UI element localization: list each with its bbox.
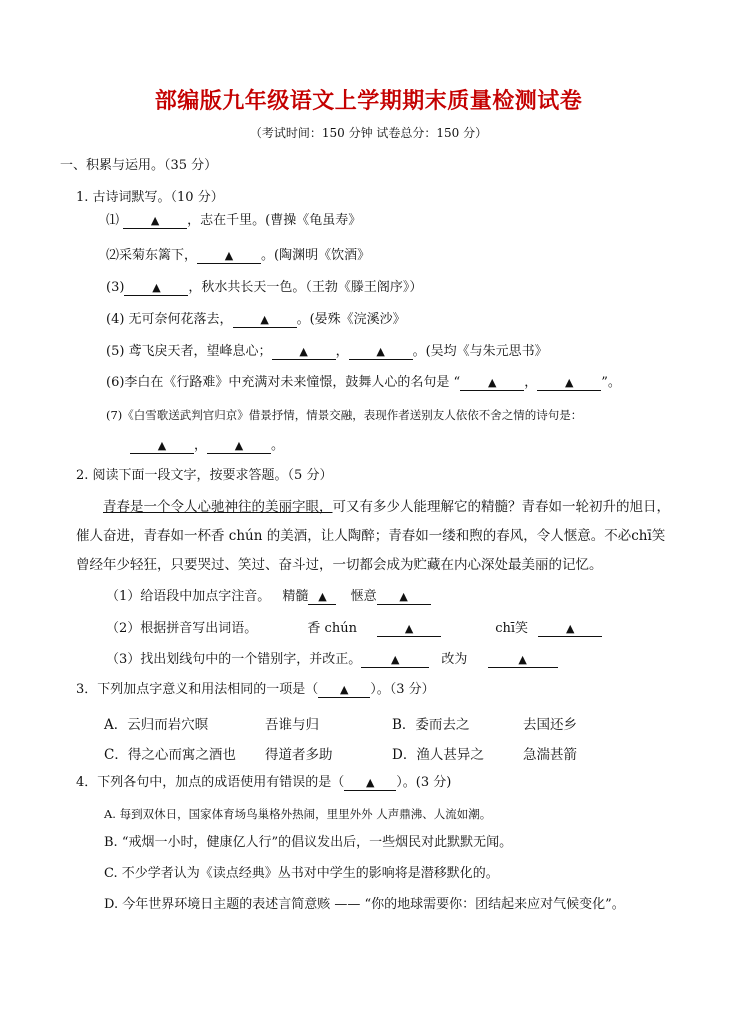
answer-blank[interactable] bbox=[308, 589, 336, 605]
q3-option-d: D．渔人甚异之 bbox=[392, 747, 484, 763]
q2-sub3 bbox=[106, 651, 558, 669]
q1-item-5-mid: ， bbox=[335, 344, 349, 359]
q4-option-c: C. 不少学者认为《读点经典》丛书对中学生的影响将是潜移默化的。 bbox=[104, 866, 499, 881]
answer-blank[interactable] bbox=[207, 438, 271, 454]
q4-option-b: B. “戒烟一小时，健康亿人行”的倡议发出后，一些烟民对此默默无闻。 bbox=[104, 835, 513, 850]
q1-item-6-post: ”。 bbox=[601, 375, 621, 390]
answer-blank[interactable] bbox=[377, 621, 441, 637]
blank-marker: ▲ bbox=[564, 376, 574, 389]
q2-underlined-sentence: 青春是一个令人心驰神往的美丽字眼， bbox=[103, 499, 333, 515]
answer-blank[interactable] bbox=[123, 213, 187, 229]
blank-marker: ▲ bbox=[260, 313, 269, 326]
q1-item-1 bbox=[106, 212, 361, 230]
q2-sub2 bbox=[106, 620, 602, 638]
blank-marker: ▲ bbox=[157, 439, 167, 452]
q3-option-b: B．委而去之 bbox=[392, 717, 470, 733]
q1-item-6-pre: (6)李白在《行路难》中充满对未来憧憬，鼓舞人心的名句是 “ bbox=[106, 375, 461, 390]
q1-item-5-pre: (5) 鸢飞戾天者，望峰息心； bbox=[106, 344, 272, 359]
blank-marker: ▲ bbox=[234, 439, 244, 452]
q4-option-a: A. 每到双休日，国家体育场鸟巢格外热闹，里里外外 人声鼎沸、人流如潮。 bbox=[104, 807, 492, 821]
q2-sub1-word1: 精髓 bbox=[282, 589, 309, 604]
q1-item-6 bbox=[106, 374, 621, 392]
q2-sub3-label: （3）找出划线句中的一个错别字，并改正。 bbox=[106, 652, 362, 667]
q4-heading bbox=[76, 774, 451, 792]
blank-marker: ▲ bbox=[391, 653, 400, 666]
q1-item-7-mid: ， bbox=[194, 438, 208, 453]
q1-heading: 1. 古诗词默写。（10 分） bbox=[76, 190, 224, 205]
q2-sub1 bbox=[106, 588, 431, 606]
q3-option-a-compare: 吾谁与归 bbox=[265, 717, 319, 733]
blank-marker: ▲ bbox=[399, 590, 408, 603]
q2-sub1-word2: 惬意 bbox=[350, 589, 377, 604]
answer-blank[interactable] bbox=[233, 312, 297, 328]
q1-item-2-pre: ⑵采菊东篱下， bbox=[106, 248, 198, 263]
q1-item-4 bbox=[106, 311, 406, 329]
q2-passage bbox=[76, 493, 676, 580]
answer-blank[interactable] bbox=[460, 375, 524, 391]
blank-marker: ▲ bbox=[340, 683, 349, 696]
q2-sub2-word1: 香 chún bbox=[307, 621, 357, 636]
answer-blank[interactable] bbox=[124, 280, 188, 296]
exam-subtitle: （考试时间：150 分钟 试卷总分：150 分） bbox=[249, 126, 488, 140]
q3-option-a: A．云归而岩穴暝 bbox=[104, 717, 209, 733]
q1-item-7-post: 。 bbox=[271, 438, 285, 453]
answer-blank[interactable] bbox=[130, 438, 194, 454]
blank-marker: ▲ bbox=[376, 345, 385, 358]
q1-item-2-post: 。(陶渊明《饮酒》 bbox=[261, 248, 371, 263]
q3-heading-pre: 3．下列加点字意义和用法相同的一项是（ bbox=[76, 682, 319, 697]
q1-item-7: (7)《白雪歌送武判官归京》借景抒情，情景交融，表现作者送别友人依依不舍之情的诗句是： bbox=[106, 408, 583, 422]
q4-heading-pre: 4．下列各句中，加点的成语使用有错误的是（ bbox=[76, 775, 345, 790]
q1-item-2 bbox=[106, 247, 370, 265]
q2-passage-rest: 可又有多少人能理解它的精髓？青春如一轮初升的旭日，催人奋进，青春如一杯香 chún 的美酒，让人陶醉；青春如一缕和煦的春风，令人惬意。不必chī笑曾经年少轻狂，只要哭过、笑过、奋斗过，一切都会成为贮藏在内心深处最美丽的记忆。 bbox=[76, 499, 670, 573]
q3-heading-post: ）。（3 分） bbox=[370, 682, 435, 697]
q2-heading: 2. 阅读下面一段文字，按要求答题。（5 分） bbox=[76, 468, 333, 483]
q1-item-4-pre: (4) 无可奈何花落去， bbox=[106, 312, 233, 327]
q3-option-c: C．得之心而寓之酒也 bbox=[104, 747, 236, 763]
q3-option-d-compare: 急湍甚箭 bbox=[523, 747, 577, 763]
exam-title: 部编版九年级语文上学期期末质量检测试卷 bbox=[154, 89, 583, 114]
q2-sub2-word2: chī笑 bbox=[495, 621, 529, 636]
q3-option-c-compare: 得道者多助 bbox=[265, 747, 333, 763]
section1-heading: 一、积累与运用。（35 分） bbox=[60, 158, 218, 173]
blank-marker: ▲ bbox=[318, 590, 327, 603]
q2-sub2-label: （2）根据拼音写出词语。 bbox=[106, 621, 258, 636]
blank-marker: ▲ bbox=[565, 622, 575, 635]
q1-item-6-mid: ， bbox=[524, 375, 538, 390]
blank-marker: ▲ bbox=[150, 214, 160, 227]
answer-blank[interactable] bbox=[197, 248, 261, 264]
blank-marker: ▲ bbox=[487, 376, 497, 389]
q1-item-3-pre: (3) bbox=[106, 280, 125, 295]
q1-item-7-answers bbox=[130, 437, 284, 455]
q1-item-3 bbox=[106, 279, 422, 297]
answer-blank[interactable] bbox=[272, 344, 336, 360]
answer-blank[interactable] bbox=[361, 652, 429, 668]
q3-option-b-compare: 去国还乡 bbox=[523, 717, 577, 733]
q4-heading-post: ）。(3 分) bbox=[396, 775, 452, 790]
q4-option-d: D. 今年世界环境日主题的表述言简意赅 —— “你的地球需要你：团结起来应对气候变化”。 bbox=[104, 897, 625, 912]
blank-marker: ▲ bbox=[404, 622, 414, 635]
q1-item-5-post: 。(吴均《与朱元思书》 bbox=[412, 344, 548, 359]
q3-heading bbox=[76, 681, 435, 699]
q1-item-4-post: 。(晏殊《浣溪沙》 bbox=[296, 312, 406, 327]
answer-blank[interactable] bbox=[488, 652, 558, 668]
q2-sub1-label: （1）给语段中加点字注音。 bbox=[106, 589, 271, 604]
answer-blank[interactable] bbox=[537, 375, 601, 391]
q1-item-3-post: ，秋水共长天一色。（王勃《滕王阁序》） bbox=[188, 280, 423, 295]
blank-marker: ▲ bbox=[299, 345, 308, 358]
blank-marker: ▲ bbox=[518, 653, 527, 666]
q1-item-1-pre: ⑴ bbox=[106, 213, 124, 228]
q1-item-1-post: ，志在千里。(曹操《龟虽寿》 bbox=[187, 213, 362, 228]
q1-item-5 bbox=[106, 343, 548, 361]
answer-blank[interactable] bbox=[349, 344, 413, 360]
answer-blank[interactable] bbox=[377, 589, 431, 605]
blank-marker: ▲ bbox=[224, 249, 234, 262]
answer-blank[interactable] bbox=[538, 621, 602, 637]
answer-blank[interactable] bbox=[344, 775, 396, 791]
blank-marker: ▲ bbox=[152, 281, 161, 294]
blank-marker: ▲ bbox=[366, 776, 375, 789]
q2-sub3-mid: 改为 bbox=[441, 652, 468, 667]
answer-blank[interactable] bbox=[318, 682, 370, 698]
